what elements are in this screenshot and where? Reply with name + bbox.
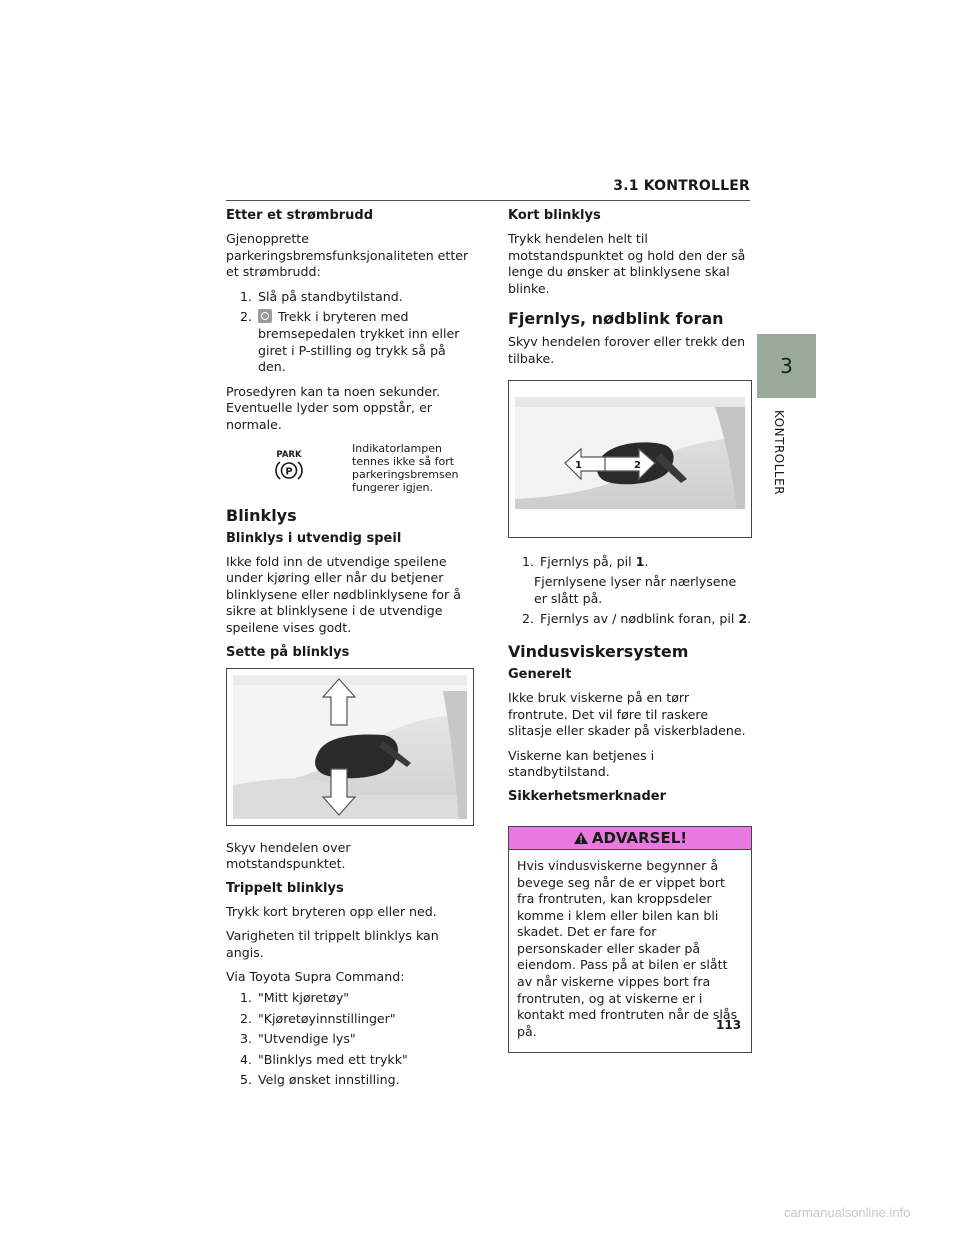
indicator-row: [226, 442, 474, 494]
warning-body: [509, 850, 751, 1053]
section-title: 3.1 KONTROLLER: [613, 178, 750, 194]
heading-triple-turn: Trippelt blinklys: [226, 880, 344, 896]
paragraph: Via Toyota Supra Command:: [226, 969, 405, 985]
figure-label-1: 1: [575, 459, 582, 471]
list-item: 1. Fjernlys på, pil 1.: [521, 553, 649, 569]
list-item: 2. Trekk i bryteren med bremsepedalen trykket inn eller giret i P-stilling og trykk så på den.: [239, 309, 460, 375]
paragraph: Trykk kort bryteren opp eller ned.: [226, 903, 437, 919]
heading-wiper-system: Vindusviskersystem: [508, 641, 689, 661]
left-column: [226, 208, 474, 1097]
list-item: 1. Slå på standbytilstand.: [239, 288, 403, 304]
parking-switch-icon: [258, 309, 272, 323]
warning-title: ADVARSEL!: [591, 828, 688, 847]
heading-high-beam: Fjernlys, nødblink foran: [508, 309, 724, 329]
paragraph: Gjenopprette parkeringsbremsfunksjonaliteten etter et strømbrudd:: [226, 231, 469, 280]
right-column: [508, 208, 752, 1053]
figure-turn-lever: [226, 668, 474, 826]
watermark: carmanualsonline.info: [784, 1205, 911, 1220]
heading-power-failure: Etter et strømbrudd: [226, 208, 374, 223]
high-beam-illustration: [515, 387, 745, 527]
page-header: [226, 176, 750, 201]
figure-label-2: 2: [634, 459, 641, 471]
list-item: 3. "Utvendige lys": [239, 1031, 356, 1047]
heading-short-turn: Kort blinklys: [508, 208, 601, 223]
warning-triangle-icon: [573, 831, 589, 845]
paragraph: Varigheten til trippelt blinklys kan angis.: [226, 928, 439, 960]
list-item-note: Fjernlysene lyser når nærlysene er slått på.: [534, 574, 737, 606]
list-item: 1. "Mitt kjøretøy": [239, 990, 350, 1006]
warning-header: [509, 827, 751, 850]
menu-path-list: [226, 990, 474, 1089]
paragraph: Ikke bruk viskerne på en tørr frontrute. Det vil føre til raskere slitasje eller skader på viskerbladene.: [508, 689, 746, 739]
page-number: 113: [716, 1018, 742, 1032]
paragraph: Ikke fold inn de utvendige speilene under kjøring eller når du betjener blinklysene eller nødblinklysene for å sikre at blinklysene i de utvendige speilene vises godt.: [226, 553, 461, 635]
chapter-tab: [757, 334, 816, 398]
heading-blinklys: Blinklys: [226, 505, 297, 525]
paragraph: Prosedyren kan ta noen sekunder. Eventuelle lyder som oppstår, er normale.: [226, 383, 441, 432]
indicator-note: Indikatorlampen tennes ikke så fort parkeringsbremsen fungerer igjen.: [352, 441, 459, 494]
chapter-number: 3: [780, 354, 793, 378]
heading-set-turn: Sette på blinklys: [226, 644, 350, 660]
high-beam-steps: [508, 554, 752, 628]
list-item: 2. "Kjøretøyinnstillinger": [239, 1010, 396, 1026]
paragraph: Skyv hendelen forover eller trekk den tilbake.: [508, 334, 746, 366]
list-item: 4. "Blinklys med ett trykk": [239, 1051, 408, 1067]
heading-general: Generelt: [508, 666, 572, 682]
park-indicator-icon: [226, 442, 352, 494]
chapter-label: KONTROLLER: [772, 410, 786, 496]
paragraph: Viskerne kan betjenes i standbytilstand.: [508, 747, 655, 780]
steps-list: [226, 289, 474, 376]
list-item: 5. Velg ønsket innstilling.: [239, 1072, 400, 1088]
paragraph: Trykk hendelen helt til motstandspunktet og hold den der så lenge du ønsker at blinklysene skal blinke.: [508, 231, 746, 296]
heading-safety-notes: Sikkerhetsmerknader: [508, 788, 666, 804]
list-item: 2. Fjernlys av / nødblink foran, pil 2.: [521, 611, 752, 627]
warning-text: Hvis vindusviskerne begynner å bevege seg når de er vippet bort fra frontruten, kan kroppsdeler komme i klem eller bilen kan bli skadet. Det er fare for personskader eller skader på eiendom. Pass på at bilen er slått av når viskerne vippes bort fra frontruten, og at viskerne er i kontakt med frontruten når de slås på.: [517, 857, 738, 1039]
park-icon-letter: P: [285, 466, 293, 478]
paragraph: Skyv hendelen over motstandspunktet.: [226, 839, 351, 872]
heading-mirror-turn: Blinklys i utvendig speil: [226, 530, 402, 546]
figure-high-beam-lever: [508, 380, 752, 538]
turn-lever-illustration: [233, 675, 467, 819]
park-icon-text: PARK: [276, 449, 302, 460]
